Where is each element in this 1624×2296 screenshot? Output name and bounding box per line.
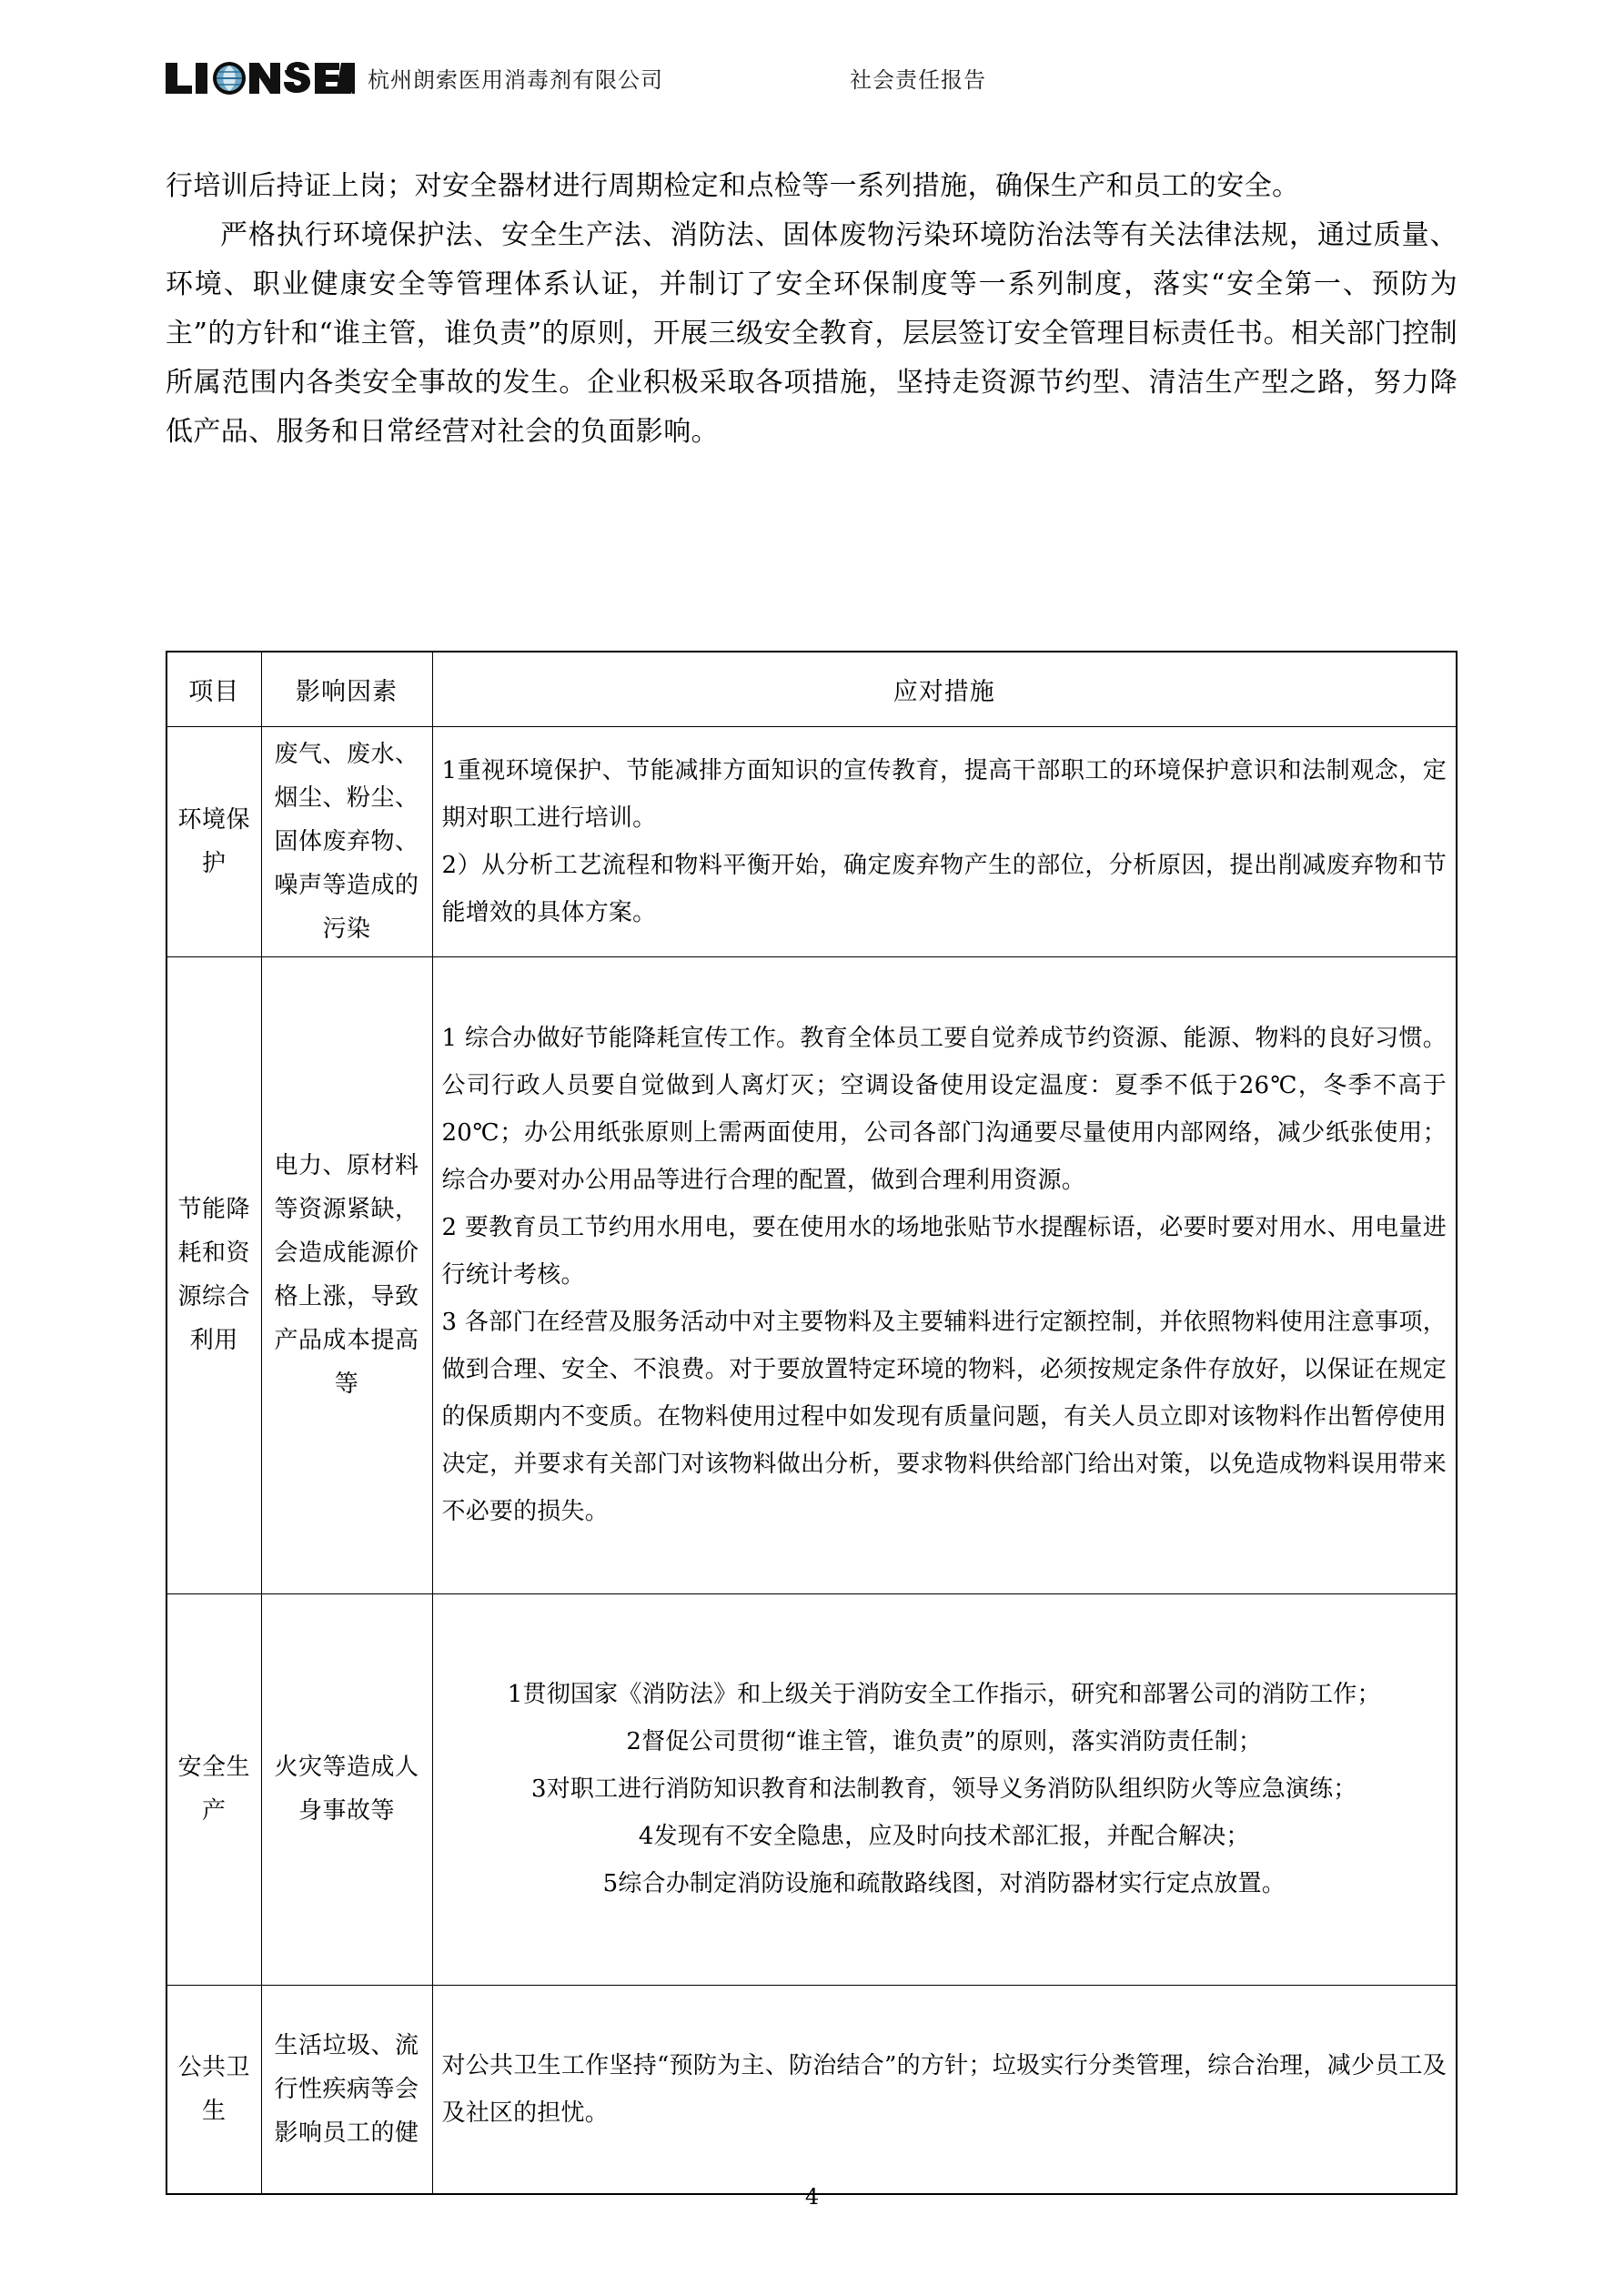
table-row [166, 1593, 1457, 1985]
lionser-logo [164, 57, 355, 97]
measure-line: 2督促公司贯彻“谁主管，谁负责”的原则，落实消防责任制； [626, 1728, 1263, 1755]
measure-line: 2 要教育员工节约用水用电，要在使用水的场地张贴节水提醒标语，必要时要对用水、用电量进行统计考核。 [441, 1214, 1447, 1289]
paragraph-1: 行培训后持证上岗；对安全器材进行周期检定和点检等一系列措施，确保生产和员工的安全。 [166, 170, 1300, 202]
table-header-item: 项目 [166, 652, 261, 726]
header-report-title: 社会责任报告 [850, 66, 986, 93]
table-row [166, 956, 1457, 1593]
page-number: 4 [804, 2184, 820, 2210]
table-row [166, 1985, 1457, 2194]
row-item-safety: 安全生产 [166, 1593, 261, 1985]
row-measures-energy [432, 956, 1457, 1593]
measure-line: 5综合办制定消防设施和疏散路线图，对消防器材实行定点放置。 [602, 1870, 1286, 1897]
row-factor-health: 生活垃圾、流行性疾病等会影响员工的健 [261, 1985, 432, 2194]
measure-line: 3对职工进行消防知识教育和法制教育，领导义务消防队组织防火等应急演练； [530, 1775, 1357, 1803]
measure-line: 2）从分析工艺流程和物料平衡开始，确定废弃物产生的部位，分析原因，提出削减废弃物和节能增效的具体方案。 [441, 851, 1447, 926]
table-header-factor: 影响因素 [261, 652, 432, 726]
measure-line: 3 各部门在经营及服务活动中对主要物料及主要辅料进行定额控制，并依照物料使用注意事项，做到合理、安全、不浪费。对于要放置特定环境的物料，必须按规定条件存放好，以保证在规定的保质期内不变质。在物料使用过程中如发现有质量问题，有关人员立即对该物料作出暂停使用决定，并要求有关部门对该物料做出分析，要求物料供给部门给出对策，以免造成物料误用带来不必要的损失。 [441, 1309, 1447, 1525]
row-factor-energy: 电力、原材料等资源紧缺，会造成能源价格上涨，导致产品成本提高等 [261, 956, 432, 1593]
row-item-environment: 环境保护 [166, 726, 261, 956]
table-row [166, 726, 1457, 956]
header-company-name: 杭州朗索医用消毒剂有限公司 [368, 66, 663, 93]
row-item-health: 公共卫生 [166, 1985, 261, 2194]
measure-line: 4发现有不安全隐患，应及时向技术部汇报，并配合解决； [638, 1823, 1250, 1850]
row-measures-health [432, 1985, 1457, 2194]
measures-table [166, 651, 1458, 2195]
row-measures-environment [432, 726, 1457, 956]
measure-line: 对公共卫生工作坚持“预防为主、防治结合”的方针；垃圾实行分类管理，综合治理，减少员工及及社区的担忧。 [441, 2051, 1447, 2127]
row-factor-environment: 废气、废水、烟尘、粉尘、固体废弃物、噪声等造成的污染 [261, 726, 432, 956]
row-item-energy: 节能降耗和资源综合利用 [166, 956, 261, 1593]
measure-line: 1 综合办做好节能降耗宣传工作。教育全体员工要自觉养成节约资源、能源、物料的良好习惯。公司行政人员要自觉做到人离灯灭；空调设备使用设定温度：夏季不低于26℃，冬季不高于20℃；办公用纸张原则上需两面使用，公司各部门沟通要尽量使用内部网络，减少纸张使用；综合办要对办公用品等进行合理的配置，做到合理利用资源。 [441, 1025, 1447, 1194]
table-header-row [166, 652, 1457, 726]
measures-table-wrapper [166, 651, 1458, 2195]
table-header-measures: 应对措施 [432, 652, 1457, 726]
row-factor-safety: 火灾等造成人身事故等 [261, 1593, 432, 1985]
page-footer [0, 2184, 1624, 2210]
row-measures-safety [432, 1593, 1457, 1985]
body-text [166, 162, 1458, 457]
page-header [164, 50, 1460, 105]
paragraph-2: 严格执行环境保护法、安全生产法、消防法、固体废物污染环境防治法等有关法律法规，通过质量、环境、职业健康安全等管理体系认证，并制订了安全环保制度等一系列制度，落实“安全第一、预防为主”的方针和“谁主管，谁负责”的原则，开展三级安全教育，层层签订安全管理目标责任书。相关部门控制所属范围内各类安全事故的发生。企业积极采取各项措施，坚持走资源节约型、清洁生产型之路，努力降低产品、服务和日常经营对社会的负面影响。 [166, 219, 1458, 448]
measure-line: 1重视环境保护、节能减排方面知识的宣传教育，提高干部职工的环境保护意识和法制观念，定期对职工进行培训。 [441, 756, 1447, 832]
measure-line: 1贯彻国家《消防法》和上级关于消防安全工作指示，研究和部署公司的消防工作； [507, 1681, 1381, 1708]
